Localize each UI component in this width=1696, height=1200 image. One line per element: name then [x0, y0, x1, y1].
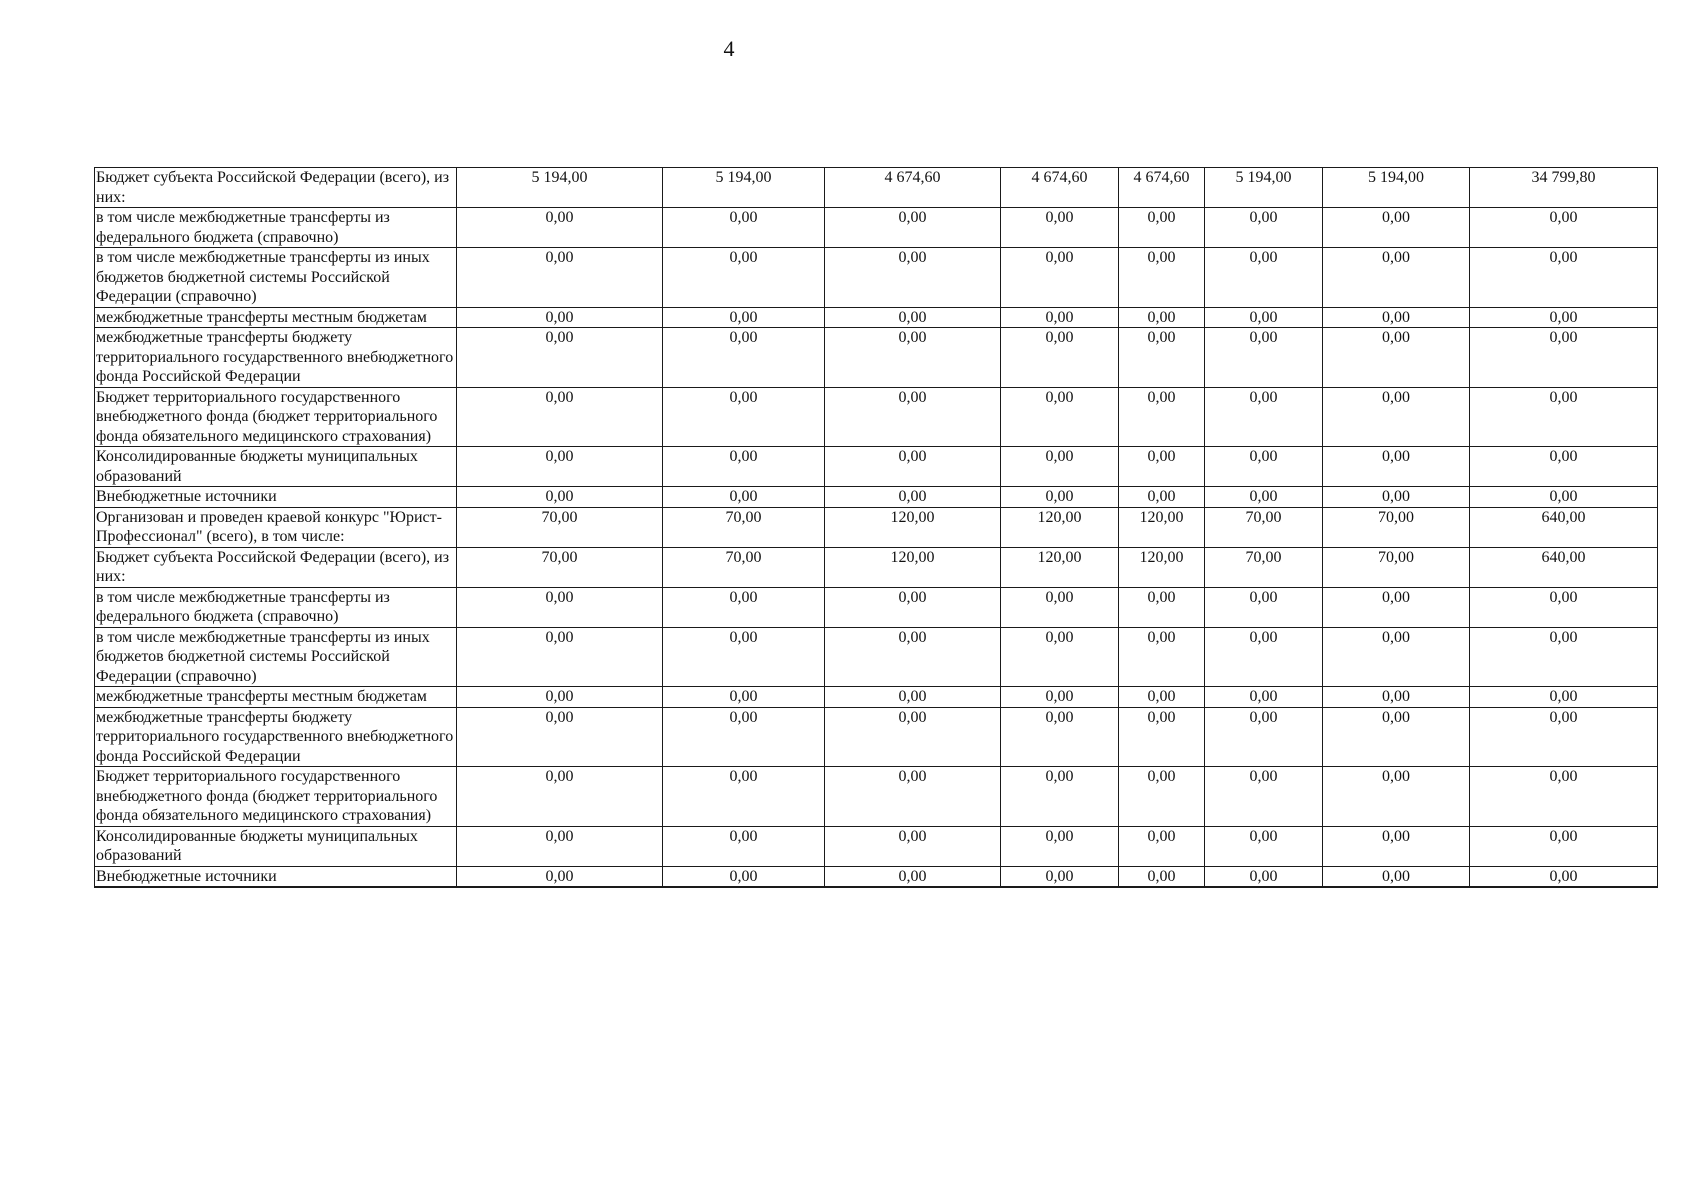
value-cell: 0,00	[1119, 307, 1205, 328]
value-cell: 0,00	[663, 487, 825, 508]
value-cell: 0,00	[1205, 248, 1323, 308]
row-label: в том числе межбюджетные трансферты из федерального бюджета (справочно)	[95, 587, 457, 627]
value-cell: 0,00	[1470, 447, 1658, 487]
value-cell: 0,00	[1205, 307, 1323, 328]
value-cell: 0,00	[825, 387, 1001, 447]
row-label: Консолидированные бюджеты муниципальных образований	[95, 826, 457, 866]
value-cell: 0,00	[1119, 587, 1205, 627]
value-cell: 0,00	[1119, 627, 1205, 687]
value-cell: 0,00	[825, 866, 1001, 887]
value-cell: 0,00	[663, 208, 825, 248]
value-cell: 0,00	[825, 328, 1001, 388]
value-cell: 0,00	[1470, 627, 1658, 687]
value-cell: 0,00	[1119, 248, 1205, 308]
row-label: Внебюджетные источники	[95, 866, 457, 887]
value-cell: 0,00	[825, 447, 1001, 487]
value-cell: 0,00	[663, 248, 825, 308]
value-cell: 0,00	[1119, 487, 1205, 508]
value-cell: 0,00	[1205, 447, 1323, 487]
value-cell: 0,00	[1119, 866, 1205, 887]
row-label: в том числе межбюджетные трансферты из федерального бюджета (справочно)	[95, 208, 457, 248]
value-cell: 0,00	[663, 707, 825, 767]
value-cell: 0,00	[1323, 707, 1470, 767]
value-cell: 0,00	[1205, 587, 1323, 627]
value-cell: 0,00	[1001, 248, 1119, 308]
value-cell: 70,00	[1323, 547, 1470, 587]
value-cell: 0,00	[1323, 208, 1470, 248]
row-label: межбюджетные трансферты бюджету территориального государственного внебюджетного фонда Российской Федерации	[95, 707, 457, 767]
value-cell: 0,00	[1470, 307, 1658, 328]
value-cell: 120,00	[825, 507, 1001, 547]
value-cell: 0,00	[663, 447, 825, 487]
value-cell: 0,00	[825, 687, 1001, 708]
value-cell: 0,00	[457, 767, 663, 827]
value-cell: 0,00	[457, 487, 663, 508]
value-cell: 0,00	[1205, 866, 1323, 887]
value-cell: 5 194,00	[457, 168, 663, 208]
row-label: межбюджетные трансферты бюджету территориального государственного внебюджетного фонда Российской Федерации	[95, 328, 457, 388]
value-cell: 0,00	[825, 248, 1001, 308]
value-cell: 4 674,60	[1001, 168, 1119, 208]
value-cell: 0,00	[1470, 487, 1658, 508]
table-row	[95, 507, 1658, 547]
table-row	[95, 627, 1658, 687]
budget-table	[94, 167, 1658, 888]
value-cell: 0,00	[825, 707, 1001, 767]
table-row	[95, 248, 1658, 308]
value-cell: 640,00	[1470, 547, 1658, 587]
value-cell: 0,00	[1323, 866, 1470, 887]
value-cell: 0,00	[1323, 826, 1470, 866]
value-cell: 0,00	[1001, 328, 1119, 388]
value-cell: 0,00	[663, 767, 825, 827]
value-cell: 0,00	[457, 307, 663, 328]
value-cell: 0,00	[457, 248, 663, 308]
value-cell: 0,00	[1001, 826, 1119, 866]
value-cell: 0,00	[1119, 328, 1205, 388]
value-cell: 0,00	[1323, 587, 1470, 627]
table-row	[95, 826, 1658, 866]
row-label: Бюджет субъекта Российской Федерации (всего), из них:	[95, 168, 457, 208]
value-cell: 5 194,00	[663, 168, 825, 208]
value-cell: 120,00	[1119, 507, 1205, 547]
value-cell: 0,00	[1323, 307, 1470, 328]
table-row	[95, 866, 1658, 887]
value-cell: 0,00	[1470, 387, 1658, 447]
table-row	[95, 587, 1658, 627]
value-cell: 0,00	[1001, 208, 1119, 248]
table-row	[95, 307, 1658, 328]
table-row	[95, 487, 1658, 508]
value-cell: 0,00	[1119, 387, 1205, 447]
value-cell: 0,00	[1001, 707, 1119, 767]
value-cell: 0,00	[457, 866, 663, 887]
value-cell: 0,00	[457, 826, 663, 866]
value-cell: 5 194,00	[1323, 168, 1470, 208]
value-cell: 0,00	[1470, 707, 1658, 767]
value-cell: 0,00	[1119, 447, 1205, 487]
row-label: в том числе межбюджетные трансферты из иных бюджетов бюджетной системы Российской Федерации (справочно)	[95, 248, 457, 308]
value-cell: 0,00	[1323, 487, 1470, 508]
value-cell: 0,00	[663, 826, 825, 866]
value-cell: 0,00	[1470, 866, 1658, 887]
row-label: межбюджетные трансферты местным бюджетам	[95, 687, 457, 708]
value-cell: 0,00	[1001, 627, 1119, 687]
value-cell: 0,00	[663, 307, 825, 328]
value-cell: 0,00	[1119, 767, 1205, 827]
value-cell: 0,00	[663, 587, 825, 627]
table-row	[95, 547, 1658, 587]
table-row	[95, 767, 1658, 827]
value-cell: 0,00	[1205, 687, 1323, 708]
value-cell: 70,00	[1323, 507, 1470, 547]
table-row	[95, 707, 1658, 767]
value-cell: 5 194,00	[1205, 168, 1323, 208]
value-cell: 0,00	[1001, 447, 1119, 487]
value-cell: 0,00	[457, 587, 663, 627]
value-cell: 0,00	[457, 687, 663, 708]
value-cell: 0,00	[1323, 767, 1470, 827]
value-cell: 0,00	[825, 587, 1001, 627]
value-cell: 70,00	[663, 507, 825, 547]
value-cell: 4 674,60	[1119, 168, 1205, 208]
value-cell: 0,00	[1205, 627, 1323, 687]
value-cell: 0,00	[1119, 707, 1205, 767]
value-cell: 70,00	[457, 507, 663, 547]
value-cell: 120,00	[1119, 547, 1205, 587]
value-cell: 0,00	[1470, 826, 1658, 866]
value-cell: 0,00	[663, 387, 825, 447]
value-cell: 0,00	[663, 627, 825, 687]
value-cell: 0,00	[457, 627, 663, 687]
value-cell: 70,00	[1205, 507, 1323, 547]
table-row	[95, 387, 1658, 447]
value-cell: 0,00	[1001, 767, 1119, 827]
value-cell: 0,00	[457, 387, 663, 447]
value-cell: 0,00	[1470, 328, 1658, 388]
row-label: Организован и проведен краевой конкурс "Юрист-Профессионал" (всего), в том числе:	[95, 507, 457, 547]
value-cell: 0,00	[663, 328, 825, 388]
value-cell: 0,00	[825, 307, 1001, 328]
row-label: Бюджет территориального государственного внебюджетного фонда (бюджет территориального фонда обязательного медицинского страхования)	[95, 387, 457, 447]
table-row	[95, 687, 1658, 708]
value-cell: 0,00	[1323, 627, 1470, 687]
value-cell: 0,00	[1205, 487, 1323, 508]
row-label: Внебюджетные источники	[95, 487, 457, 508]
value-cell: 0,00	[825, 627, 1001, 687]
value-cell: 0,00	[1470, 248, 1658, 308]
value-cell: 0,00	[1001, 866, 1119, 887]
value-cell: 0,00	[1470, 208, 1658, 248]
value-cell: 0,00	[1323, 328, 1470, 388]
value-cell: 120,00	[1001, 547, 1119, 587]
value-cell: 0,00	[1001, 387, 1119, 447]
row-label: межбюджетные трансферты местным бюджетам	[95, 307, 457, 328]
row-label: в том числе межбюджетные трансферты из иных бюджетов бюджетной системы Российской Федерации (справочно)	[95, 627, 457, 687]
value-cell: 0,00	[1119, 208, 1205, 248]
value-cell: 0,00	[457, 208, 663, 248]
value-cell: 0,00	[1001, 307, 1119, 328]
value-cell: 120,00	[825, 547, 1001, 587]
value-cell: 70,00	[457, 547, 663, 587]
value-cell: 0,00	[1323, 687, 1470, 708]
table-row	[95, 168, 1658, 208]
value-cell: 640,00	[1470, 507, 1658, 547]
value-cell: 0,00	[1001, 587, 1119, 627]
value-cell: 0,00	[457, 707, 663, 767]
value-cell: 70,00	[1205, 547, 1323, 587]
value-cell: 120,00	[1001, 507, 1119, 547]
row-label: Консолидированные бюджеты муниципальных образований	[95, 447, 457, 487]
value-cell: 34 799,80	[1470, 168, 1658, 208]
value-cell: 0,00	[1001, 487, 1119, 508]
value-cell: 0,00	[1205, 767, 1323, 827]
value-cell: 0,00	[1205, 328, 1323, 388]
value-cell: 4 674,60	[825, 168, 1001, 208]
value-cell: 0,00	[825, 208, 1001, 248]
value-cell: 0,00	[1323, 447, 1470, 487]
value-cell: 0,00	[457, 328, 663, 388]
value-cell: 0,00	[1205, 208, 1323, 248]
value-cell: 0,00	[1470, 767, 1658, 827]
value-cell: 0,00	[825, 767, 1001, 827]
value-cell: 0,00	[1001, 687, 1119, 708]
row-label: Бюджет субъекта Российской Федерации (всего), из них:	[95, 547, 457, 587]
value-cell: 0,00	[1119, 687, 1205, 708]
row-label: Бюджет территориального государственного внебюджетного фонда (бюджет территориального фонда обязательного медицинского страхования)	[95, 767, 457, 827]
table-row	[95, 447, 1658, 487]
value-cell: 0,00	[1323, 248, 1470, 308]
value-cell: 0,00	[457, 447, 663, 487]
page-number: 4	[723, 36, 735, 61]
value-cell: 70,00	[663, 547, 825, 587]
table-row	[95, 208, 1658, 248]
value-cell: 0,00	[663, 866, 825, 887]
value-cell: 0,00	[1205, 826, 1323, 866]
value-cell: 0,00	[663, 687, 825, 708]
table-row	[95, 328, 1658, 388]
value-cell: 0,00	[1470, 587, 1658, 627]
value-cell: 0,00	[1323, 387, 1470, 447]
value-cell: 0,00	[1205, 707, 1323, 767]
budget-table-body	[95, 168, 1658, 888]
value-cell: 0,00	[1119, 826, 1205, 866]
value-cell: 0,00	[1470, 687, 1658, 708]
value-cell: 0,00	[1205, 387, 1323, 447]
value-cell: 0,00	[825, 826, 1001, 866]
value-cell: 0,00	[825, 487, 1001, 508]
